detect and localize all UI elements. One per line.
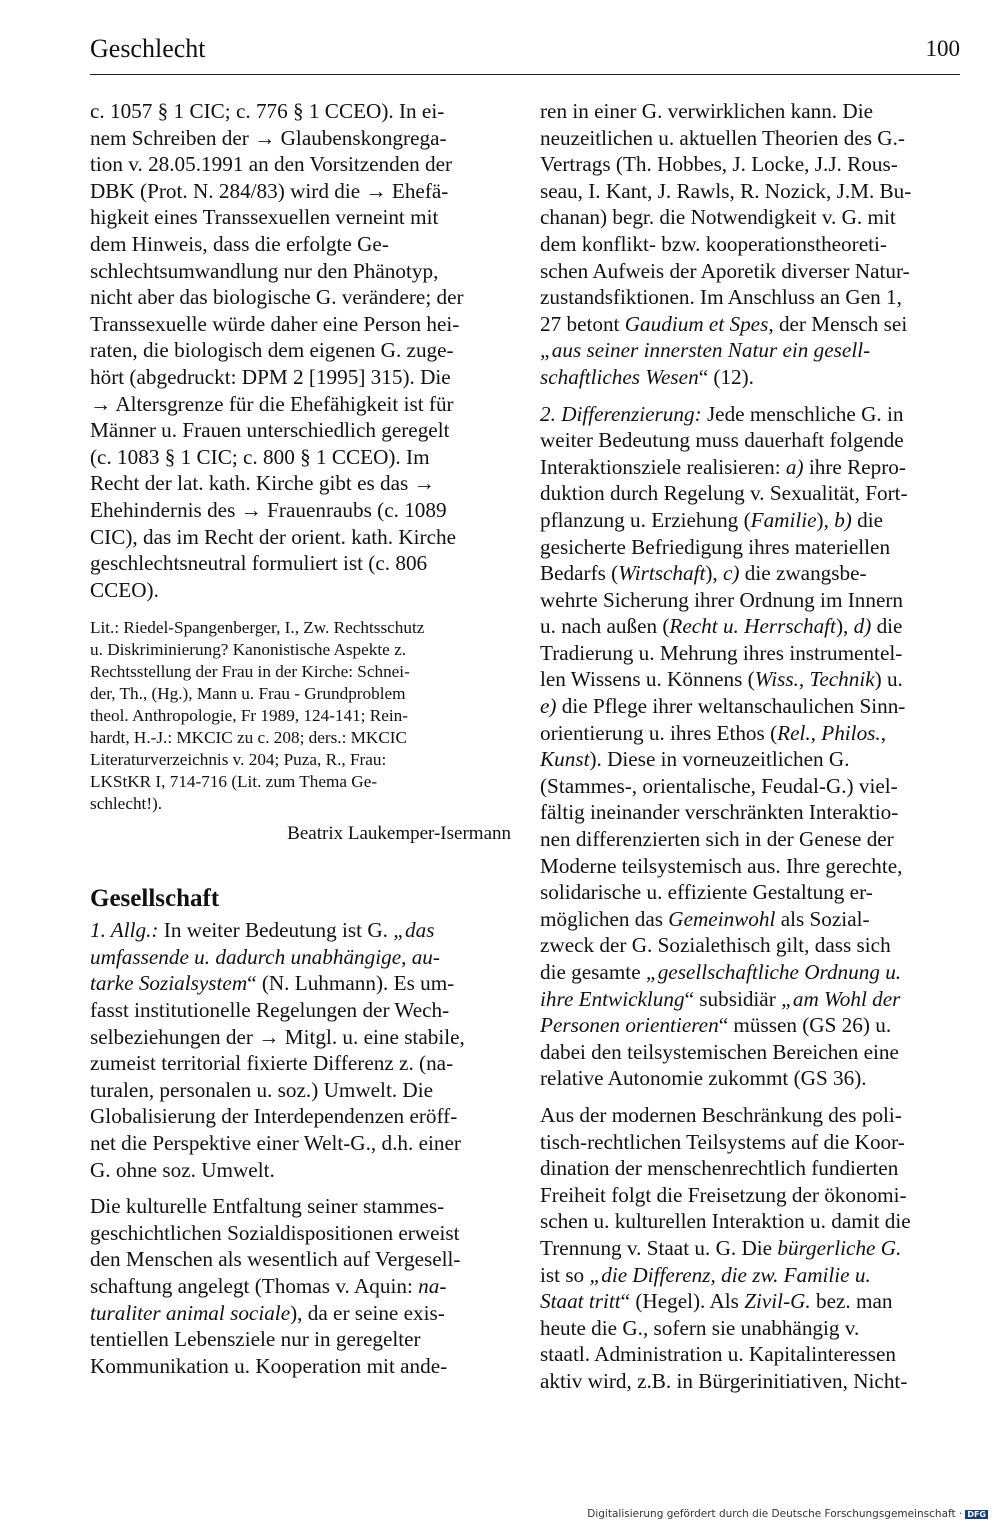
paragraph: ren in einer G. verwirklichen kann. Die neuzeitlichen u. aktuellen Theorien des G.- Vertrags (Th. Hobbes, J. Locke, J.J. Rous- seau, I. Kant, J. Rawls, R. Nozick, J.M. Bu- chanan) begr. die Notwendigkeit v. G. mit dem konflikt- bzw. kooperationstheoreti- schen Aufweis der Aporetik diverser Natur- zustandsfiktionen. Im Anschluss an Gen 1, 27 betont Gaudium et Spes, der Mensch sei „aus seiner innersten Natur ein gesell- schaftliches Wesen“ (12). [540,99,912,389]
page-number: 100 [925,36,960,61]
paragraph: 1. Allg.: In weiter Bedeutung ist G. „das umfassende u. dadurch unabhängige, au- tarke Sozialsystem“ (N. Luhmann). Es um- fasst institutionelle Regelungen der Wech- selbeziehungen der → Mitgl. u. eine stabile, zumeist territorial fixierte Differenz z. (na- turalen, personalen u. soz.) Umwelt. Die Globalisierung der Interdependenzen eröff- net die Perspektive einer Welt-G., d.h. einer G. ohne soz. Umwelt. [90,918,465,1182]
left-column [90,98,511,1379]
footer-text: Digitalisierung gefördert durch die Deutsche Forschungsgemeinschaft · [587,1508,963,1520]
right-column [540,98,961,1395]
paragraph: 2. Differenzierung: Jede menschliche G. in weiter Bedeutung muss dauerhaft folgende Interaktionsziele realisieren: a) ihre Repro- duktion durch Regelung v. Sexualität, Fort- pflanzung u. Erziehung (Familie), b) die gesicherte Befriedigung ihres materiellen Bedarfs (Wirtschaft), c) die zwangsbe- wehrte Sicherung ihrer Ordnung im Innern u. nach außen (Recht u. Herrschaft), d) die Tradierung u. Mehrung ihres instrumentel- len Wissens u. Könnens (Wiss., Technik) u. e) die Pflege ihrer weltanschaulichen Sinn- orientierung u. ihres Ethos (Rel., Philos., Kunst). Diese in vorneuzeitlichen G. (Stammes-, orientalische, Feudal-G.) viel- fältig ineinander verschränkten Interaktio- nen differenzierten sich in der Genese der Moderne teilsystemisch aus. Ihre gerechte, solidarische u. effiziente Gestaltung er- möglichen das Gemeinwohl als Sozial- zweck der G. Sozialethisch gilt, dass sich die gesamte „gesellschaftliche Ordnung u. ihre Entwicklung“ subsidiär „am Wohl der Personen orientieren“ müssen (GS 26) u. dabei den teilsystemischen Bereichen eine relative Autonomie zukommt (GS 36). [540,401,908,1091]
literature-list: Lit.: Riedel-Spangenberger, I., Zw. Rechtsschutz u. Diskriminierung? Kanonistische Aspekte z. Rechtsstellung der Frau in der Kirche: Schnei- der, Th., (Hg.), Mann u. Frau - Grundproblem theol. Anthropologie, Fr 1989, 124-141; Rein- hardt, H.-J.: MKCIC zu c. 208; ders.: MKCIC Literaturverzeichnis v. 204; Puza, R., Frau: LKStKR I, 714-716 (Lit. zum Thema Ge- schlecht!). [90,618,425,814]
entry-title: Gesellschaft [90,885,220,913]
paragraph: c. 1057 § 1 CIC; c. 776 § 1 CCEO). In ei- nem Schreiben der → Glaubenskongrega- tion v. 28.05.1991 an den Vorsitzenden der DBK (Prot. N. 284/83) wird die → Ehefä- higkeit eines Transsexuellen verneint mit dem Hinweis, dass die erfolgte Ge- schlechtsumwandlung nur den Phänotyp, nicht aber das biologische G. verändere; der Transsexuelle würde daher eine Person hei- raten, die biologisch dem eigenen G. zuge- hört (abgedruckt: DPM 2 [1995] 315). Die → Altersgrenze für die Ehefähigkeit ist für Männer u. Frauen unterschiedlich geregelt (c. 1083 § 1 CIC; c. 800 § 1 CCEO). Im Recht der lat. kath. Kirche gibt es das → Ehehindernis des → Frauenraubs (c. 1089 CIC), das im Recht der orient. kath. Kirche geschlechtsneutral formuliert ist (c. 806 CCEO). [90,99,464,602]
running-header [90,34,960,75]
author-signature: Beatrix Laukemper-Isermann [287,823,511,845]
digitization-footer [587,1508,988,1520]
paragraph: Aus der modernen Beschränkung des poli- tisch-rechtlichen Teilsystems auf die Koor- dination der menschenrechtlich fundierten Freiheit folgt die Freisetzung der ökonomi- schen u. kulturellen Interaktion u. damit die Trennung v. Staat u. G. Die bürgerliche G. ist so „die Differenz, die zw. Familie u. Staat tritt“ (Hegel). Als Zivil-G. bez. man heute die G., sofern sie unabhängig v. staatl. Administration u. Kapitalinteressen aktiv wird, z.B. in Bürgerinitiativen, Nicht- [540,1102,911,1393]
dfg-logo: DFG [967,1509,986,1519]
paragraph: Die kulturelle Entfaltung seiner stammes- geschichtlichen Sozialdispositionen erweist den Menschen als wesentlich auf Vergesell- schaftung angelegt (Thomas v. Aquin: na- turaliter animal sociale), da er seine exis- tentiellen Lebensziele nur in geregelter Kommunikation u. Kooperation mit ande- [90,1194,461,1378]
running-head-title: Geschlecht [90,34,206,63]
